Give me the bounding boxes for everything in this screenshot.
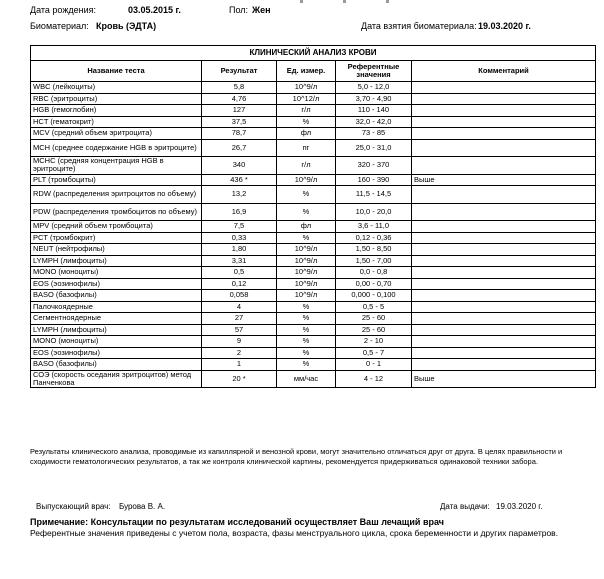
reference-cell: 0,5 - 7 (336, 347, 412, 359)
test-name-cell: PDW (распределения тромбоцитов по объему) (31, 203, 202, 221)
unit-cell: % (277, 336, 336, 348)
table-row (31, 203, 596, 221)
unit-cell: фл (277, 128, 336, 140)
doctor-value: Бурова В. А. (119, 502, 166, 511)
reference-cell: 0,5 - 5 (336, 301, 412, 313)
col-header-name: Название теста (31, 61, 202, 82)
test-name-cell: RBC (эритроциты) (31, 93, 202, 105)
unit-cell: % (277, 359, 336, 371)
test-name-cell: LYMPH (лимфоциты) (31, 324, 202, 336)
result-cell: 5,8 (202, 82, 277, 94)
result-cell: 26,7 (202, 139, 277, 157)
unit-cell: % (277, 313, 336, 325)
reference-cell: 0,12 - 0,36 (336, 232, 412, 244)
reference-cell: 1,50 - 7,00 (336, 255, 412, 267)
test-name-cell: СОЭ (скорость оседания эритроцитов) метод Панченкова (31, 370, 202, 388)
test-name-cell: NEUT (нейтрофилы) (31, 244, 202, 256)
reference-cell: 32,0 - 42,0 (336, 116, 412, 128)
result-cell: 4 (202, 301, 277, 313)
result-cell: 20 * (202, 370, 277, 388)
unit-cell: 10^9/л (277, 244, 336, 256)
unit-cell: 10^9/л (277, 278, 336, 290)
test-name-cell: BASO (базофилы) (31, 290, 202, 302)
comment-cell (412, 139, 596, 157)
test-name-cell: MCV (средний объем эритроцита) (31, 128, 202, 140)
result-cell: 0,12 (202, 278, 277, 290)
unit-cell: % (277, 301, 336, 313)
result-cell: 127 (202, 105, 277, 117)
test-name-cell: Сегментноядерные (31, 313, 202, 325)
result-cell: 340 (202, 157, 277, 175)
table-row (31, 157, 596, 175)
reference-cell: 25 - 60 (336, 313, 412, 325)
test-name-cell: WBC (лейкоциты) (31, 82, 202, 94)
reference-cell: 25 - 60 (336, 324, 412, 336)
table-row (31, 116, 596, 128)
comment-cell (412, 203, 596, 221)
doctor-label: Выпускающий врач: (36, 502, 111, 511)
table-row (31, 267, 596, 279)
comment-cell (412, 267, 596, 279)
comment-cell (412, 105, 596, 117)
comment-cell (412, 290, 596, 302)
table-row (31, 139, 596, 157)
table-row (31, 232, 596, 244)
table-row (31, 278, 596, 290)
reference-cell: 10,0 - 20,0 (336, 203, 412, 221)
result-cell: 1,80 (202, 244, 277, 256)
reference-cell: 3,70 - 4,90 (336, 93, 412, 105)
reference-cell: 2 - 10 (336, 336, 412, 348)
table-row (31, 174, 596, 186)
comment-cell (412, 116, 596, 128)
test-name-cell: PCT (тромбокрит) (31, 232, 202, 244)
dob-value: 03.05.2015 г. (128, 5, 181, 15)
table-row (31, 301, 596, 313)
unit-cell: 10^9/л (277, 174, 336, 186)
comment-cell (412, 336, 596, 348)
result-cell: 4,76 (202, 93, 277, 105)
unit-cell: % (277, 232, 336, 244)
reference-cell: 110 - 140 (336, 105, 412, 117)
result-cell: 1 (202, 359, 277, 371)
unit-cell: г/л (277, 157, 336, 175)
col-header-result: Результат (202, 61, 277, 82)
reference-cell: 73 - 85 (336, 128, 412, 140)
result-cell: 3,31 (202, 255, 277, 267)
unit-cell: мм/час (277, 370, 336, 388)
reference-cell: 3,6 - 11,0 (336, 221, 412, 233)
sample-date-value: 19.03.2020 г. (478, 21, 531, 31)
reference-cell: 0,000 - 0,100 (336, 290, 412, 302)
table-row (31, 105, 596, 117)
reference-cell: 0,00 - 0,70 (336, 278, 412, 290)
test-name-cell: HGB (гемоглобин) (31, 105, 202, 117)
sample-date-label: Дата взятия биоматериала: (361, 21, 477, 31)
test-name-cell: LYMPH (лимфоциты) (31, 255, 202, 267)
reference-cell: 0,0 - 0,8 (336, 267, 412, 279)
reference-cell: 0 - 1 (336, 359, 412, 371)
test-name-cell: EOS (эозинофилы) (31, 278, 202, 290)
result-cell: 0,058 (202, 290, 277, 302)
result-cell: 0,33 (202, 232, 277, 244)
sex-label: Пол: (229, 5, 249, 15)
unit-cell: г/л (277, 105, 336, 117)
comment-cell (412, 82, 596, 94)
table-row (31, 359, 596, 371)
dob-label: Дата рождения: (30, 5, 96, 15)
comment-cell (412, 244, 596, 256)
result-cell: 37,5 (202, 116, 277, 128)
test-name-cell: MONO (моноциты) (31, 336, 202, 348)
reference-cell: 4 - 12 (336, 370, 412, 388)
table-row (31, 221, 596, 233)
table-row (31, 347, 596, 359)
reference-cell: 160 - 390 (336, 174, 412, 186)
clipped-top-text (300, 0, 460, 2)
table-row (31, 82, 596, 94)
table-row (31, 255, 596, 267)
result-cell: 9 (202, 336, 277, 348)
comment-cell (412, 347, 596, 359)
comment-cell (412, 301, 596, 313)
reference-cell: 320 - 370 (336, 157, 412, 175)
table-row (31, 186, 596, 204)
reference-cell: 1,50 - 8,50 (336, 244, 412, 256)
col-header-unit: Ед. измер. (277, 61, 336, 82)
result-cell: 16,9 (202, 203, 277, 221)
test-name-cell: RDW (распределения эритроцитов по объему) (31, 186, 202, 204)
table-row (31, 128, 596, 140)
result-cell: 57 (202, 324, 277, 336)
unit-cell: % (277, 203, 336, 221)
comment-cell (412, 93, 596, 105)
material-value: Кровь (ЭДТА) (96, 21, 157, 31)
footnote: Результаты клинического анализа, проводимые из капиллярной и венозной крови, могут значительно отличаться друг от друга. В целях правильности и сходимости гематологических результатов, а так же контроля клинической картины, рекомендуется придерживаться одинаковой техники забора. (30, 447, 563, 466)
test-name-cell: MONO (моноциты) (31, 267, 202, 279)
issue-date-label: Дата выдачи: (440, 502, 490, 511)
material-label: Биоматериал: (30, 21, 89, 31)
table-row (31, 244, 596, 256)
reference-cell: 11,5 - 14,5 (336, 186, 412, 204)
test-name-cell: MPV (средний объем тромбоцита) (31, 221, 202, 233)
issue-date-value: 19.03.2020 г. (496, 502, 543, 511)
unit-cell: % (277, 347, 336, 359)
result-cell: 13,2 (202, 186, 277, 204)
table-row (31, 290, 596, 302)
unit-cell: пг (277, 139, 336, 157)
test-name-cell: HCT (гематокрит) (31, 116, 202, 128)
note-title: Примечание: Консультации по результатам исследований осуществляет Ваш лечащий врач (30, 517, 444, 527)
col-header-ref: Референтные значения (336, 61, 412, 82)
unit-cell: 10^12/л (277, 93, 336, 105)
result-cell: 7,5 (202, 221, 277, 233)
comment-cell (412, 232, 596, 244)
blood-test-table (30, 45, 596, 388)
unit-cell: % (277, 186, 336, 204)
test-name-cell: Палочкоядерные (31, 301, 202, 313)
result-cell: 2 (202, 347, 277, 359)
comment-cell (412, 221, 596, 233)
comment-cell (412, 324, 596, 336)
unit-cell: % (277, 116, 336, 128)
reference-cell: 25,0 - 31,0 (336, 139, 412, 157)
test-name-cell: MCHC (средняя концентрация HGB в эритроците) (31, 157, 202, 175)
result-cell: 27 (202, 313, 277, 325)
table-row (31, 324, 596, 336)
result-cell: 436 * (202, 174, 277, 186)
comment-cell (412, 278, 596, 290)
comment-cell (412, 359, 596, 371)
test-name-cell: EOS (эозинофилы) (31, 347, 202, 359)
test-name-cell: MCH (среднее содержание HGB в эритроците) (31, 139, 202, 157)
comment-cell (412, 313, 596, 325)
comment-cell (412, 128, 596, 140)
comment-cell (412, 186, 596, 204)
unit-cell: фл (277, 221, 336, 233)
sex-value: Жен (252, 5, 271, 15)
unit-cell: 10^9/л (277, 255, 336, 267)
comment-cell (412, 157, 596, 175)
comment-cell (412, 255, 596, 267)
table-row (31, 370, 596, 388)
table-title: КЛИНИЧЕСКИЙ АНАЛИЗ КРОВИ (31, 46, 596, 61)
unit-cell: % (277, 324, 336, 336)
unit-cell: 10^9/л (277, 82, 336, 94)
col-header-comment: Комментарий (412, 61, 596, 82)
result-cell: 0,5 (202, 267, 277, 279)
unit-cell: 10^9/л (277, 290, 336, 302)
note-body: Референтные значения приведены с учетом пола, возраста, фазы менструального цикла, срока беременности и других параметров. (30, 528, 559, 538)
table-row (31, 313, 596, 325)
result-cell: 78,7 (202, 128, 277, 140)
table-row (31, 336, 596, 348)
comment-cell: Выше (412, 174, 596, 186)
table-row (31, 93, 596, 105)
test-name-cell: BASO (базофилы) (31, 359, 202, 371)
unit-cell: 10^9/л (277, 267, 336, 279)
reference-cell: 5,0 - 12,0 (336, 82, 412, 94)
test-name-cell: PLT (тромбоциты) (31, 174, 202, 186)
comment-cell: Выше (412, 370, 596, 388)
